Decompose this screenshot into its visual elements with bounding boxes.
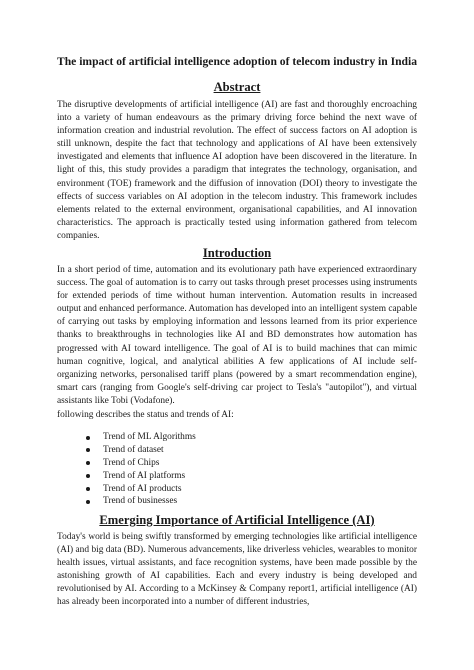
list-item — [103, 495, 196, 508]
list-item — [103, 470, 196, 483]
abstract-heading: Abstract — [213, 80, 261, 94]
list-item — [103, 483, 196, 496]
abstract-paragraph: The disruptive developments of artificial intelligence (AI) are fast and thoroughly encroaching into a variety of human endeavours as the primary driving force behind the next wave of information creation and industrial revolution. The effect of success factors on AI adoption is still unknown, despite the fact that technology and applications of AI have been extensively investigated and elements that influence AI adoption have been discovered in the literature. In light of this, this study provides a paradigm that integrates the technology, organisation, and environment (TOE) framework and the diffusion of innovation (DOI) theory to investigate the effects of success variables on AI adoption in the telecom industry. This framework includes elements related to the external environment, organisational capabilities, and AI innovation characteristics. The approach is practically tested using information gathered from telecom companies. — [57, 100, 417, 241]
list-item — [103, 457, 196, 470]
bullet-icon — [86, 436, 90, 440]
list-item-label: Trend of AI products — [103, 483, 182, 494]
list-item — [103, 444, 196, 457]
paper-title: The impact of artificial intelligence adoption of telecom industry in India — [56, 55, 418, 68]
list-item — [103, 431, 196, 444]
list-item-label: Trend of ML Algorithms — [103, 432, 196, 442]
list-item-label: Trend of businesses — [103, 496, 178, 507]
bullet-icon — [86, 448, 90, 452]
emerging-heading: Emerging Importance of Artificial Intelligence (AI) — [99, 513, 375, 527]
list-item-label: Trend of dataset — [103, 444, 164, 455]
bullet-icon — [86, 500, 90, 504]
list-item-label: Trend of Chips — [103, 457, 160, 468]
emerging-paragraph: Today's world is being swiftly transformed by emerging technologies like artificial intelligence (AI) and big data (BD). Numerous advancements, like driverless vehicles, wearables to monitor health issues, virtual assistants, and face recognition systems, have been made possible by the astonishing growth of AI capabilities. Each and every industry is being developed and revolutionised by AI. According to a McKinsey & Company report1, artificial intelligence (AI) has already been incorporated into a number of different industries, — [57, 532, 417, 608]
list-item-label: Trend of AI platforms — [103, 470, 186, 481]
trends-list — [103, 431, 196, 508]
bullet-icon — [86, 474, 90, 478]
introduction-heading: Introduction — [202, 246, 272, 260]
bullet-icon — [86, 461, 90, 465]
trends-lead-in: following describes the status and trends of AI: — [57, 410, 234, 420]
introduction-paragraph: In a short period of time, automation and its evolutionary path have experienced extraordinary success. The goal of automation is to carry out tasks through preset processes using instruments for extended periods of time without human intervention. Automation results in increased output and enhanced performance. Automation has developed into an intelligent system capable of carrying out tasks by employing information and lessons learned from its prior experience thanks to breakthroughs in technologies like AI and BD demonstrates how automation has progressed with AI toward intelligence. The goal of AI is to build machines that can mimic human cognitive, logical, and analytical abilities A few applications of AI include self-organizing networks, personalised tariff plans (powered by a smart recommendation engine), smart cars (ranging from Google's self-driving car project to Tesla's "autopilot"), and virtual assistants like Tobi (Vodafone). — [57, 265, 417, 406]
bullet-icon — [86, 487, 90, 491]
